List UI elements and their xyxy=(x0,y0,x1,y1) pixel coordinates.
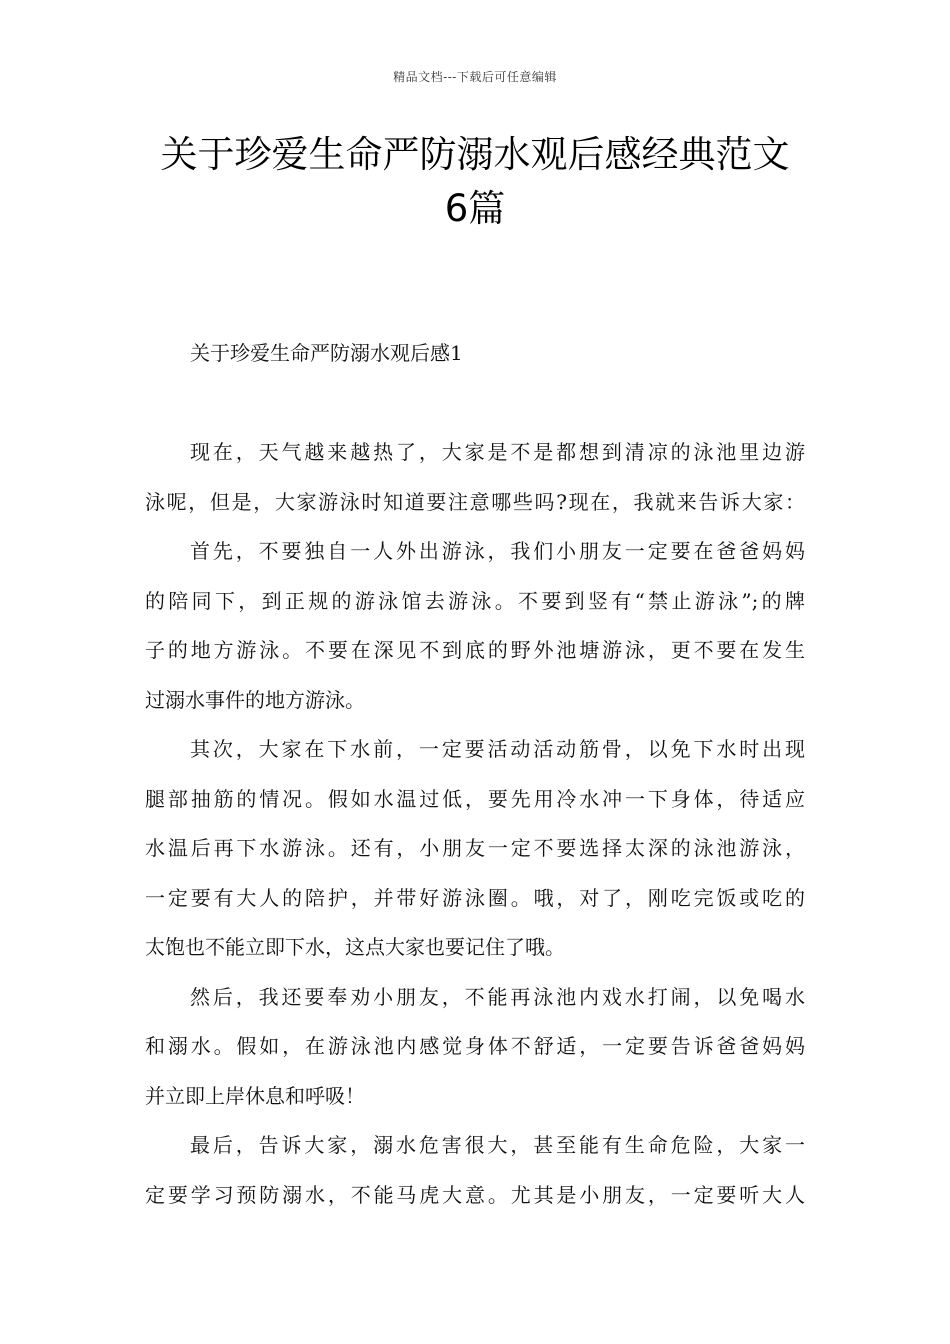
paragraph-line: 并立即上岸休息和呼吸！ xyxy=(145,1083,365,1108)
page-header: 精品文档---下载后可任意编辑 xyxy=(393,70,557,84)
section-heading: 关于珍爱生命严防溺水观后感1 xyxy=(190,341,463,365)
paragraph-line: 子的地方游泳。不要在深见不到底的野外池塘游泳，更不要在发生 xyxy=(145,638,805,662)
paragraph-line: 其次，大家在下水前，一定要活动活动筋骨，以免下水时出现 xyxy=(190,737,805,761)
paragraph-line: 定要学习预防溺水，不能马虎大意。尤其是小朋友，一定要听大人 xyxy=(145,1182,805,1207)
title-line-2: 6篇 xyxy=(444,187,506,230)
paragraph-line: 腿部抽筋的情况。假如水温过低，要先用冷水冲一下身体，待适应 xyxy=(145,786,805,811)
body-text xyxy=(145,428,805,1220)
document-title xyxy=(120,128,830,236)
paragraph-line: 一定要有大人的陪护，并带好游泳圈。哦，对了，刚吃完饭或吃的 xyxy=(145,885,805,910)
paragraph-line: 过溺水事件的地方游泳。 xyxy=(145,687,365,712)
paragraph-line: 首先，不要独自一人外出游泳，我们小朋友一定要在爸爸妈妈 xyxy=(190,539,805,563)
paragraph-line: 的陪同下，到正规的游泳馆去游泳。不要到竖有“禁止游泳”;的牌 xyxy=(145,588,805,613)
paragraph-line: 最后，告诉大家，溺水危害很大，甚至能有生命危险，大家一 xyxy=(190,1133,805,1157)
title-line-1: 关于珍爱生命严防溺水观后感经典范文 xyxy=(160,133,790,176)
paragraph-line: 然后，我还要奉劝小朋友，不能再泳池内戏水打闹，以免喝水 xyxy=(190,984,805,1009)
paragraph-line: 水温后再下水游泳。还有，小朋友一定不要选择太深的泳池游泳， xyxy=(145,836,805,860)
paragraph-line: 现在，天气越来越热了，大家是不是都想到清凉的泳池里边游 xyxy=(190,440,805,464)
paragraph-line: 泳呢，但是，大家游泳时知道要注意哪些吗?现在，我就来告诉大家： xyxy=(145,489,805,514)
paragraph-line: 太饱也不能立即下水，这点大家也要记住了哦。 xyxy=(145,935,565,959)
paragraph-line: 和溺水。假如，在游泳池内感觉身体不舒适，一定要告诉爸爸妈妈 xyxy=(145,1034,805,1058)
